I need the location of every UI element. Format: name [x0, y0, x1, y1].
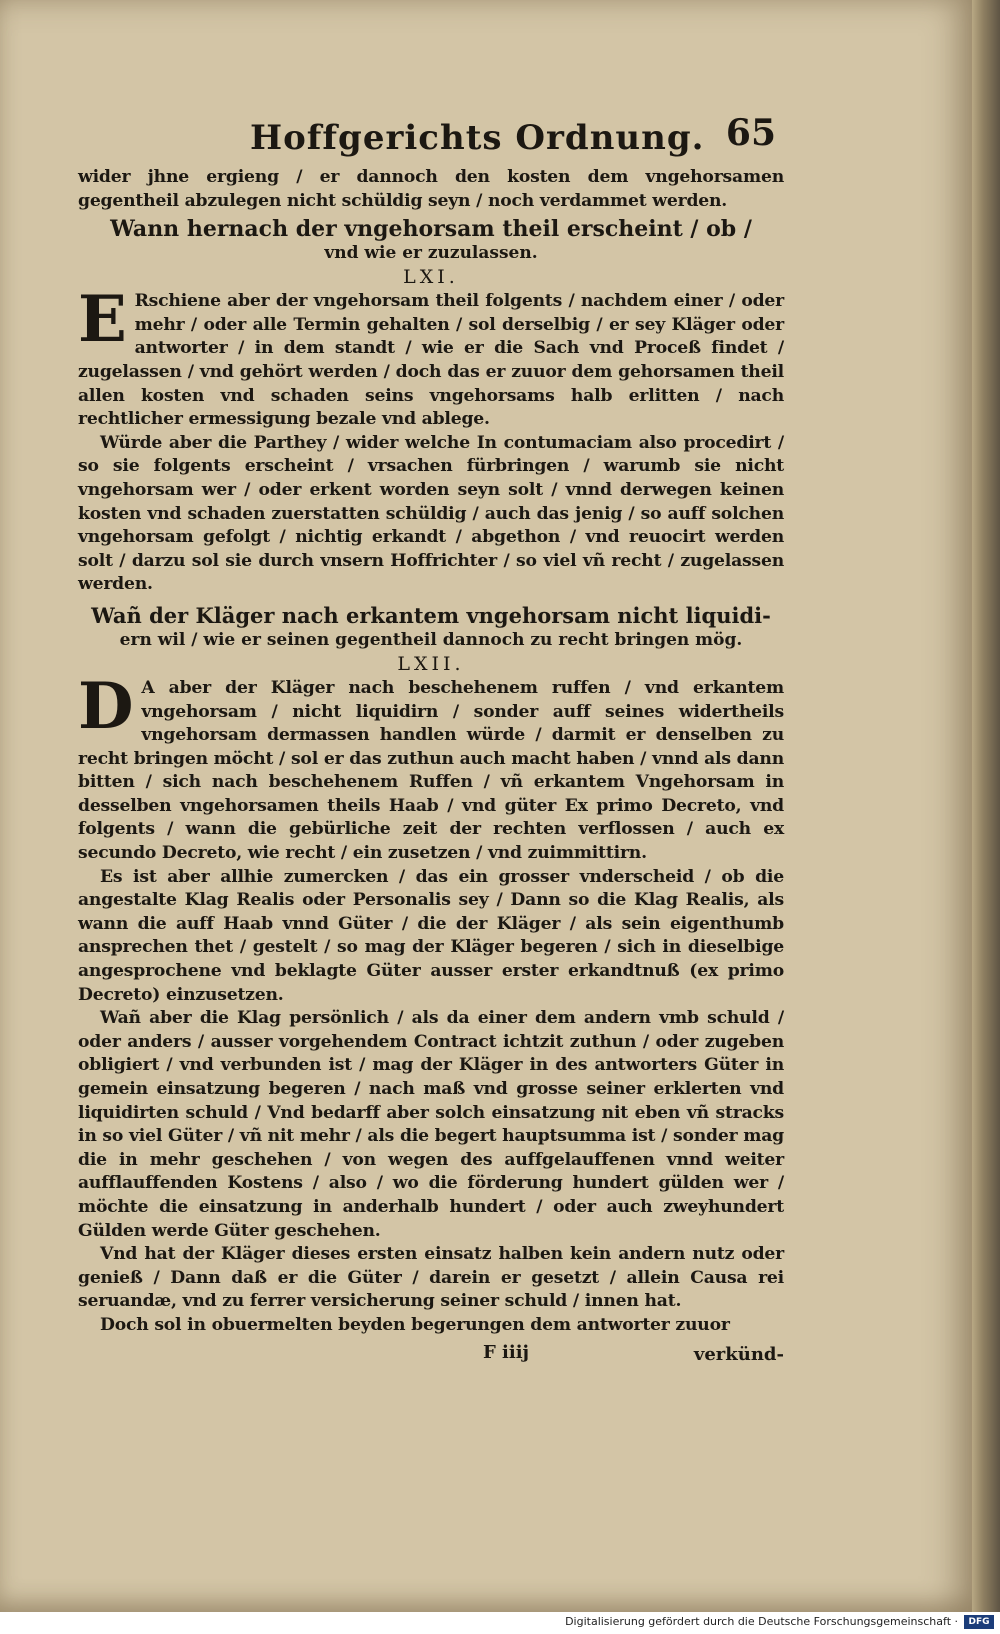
page-edge [972, 0, 1000, 1612]
catchword: verkünd- [693, 1343, 784, 1365]
section-heading-lxi-line2: vnd wie er zuzulassen. [324, 243, 538, 264]
running-title: Hoffgerichts Ordnung. [250, 118, 705, 158]
drop-cap-initial: E [78, 282, 127, 358]
paragraph-lxii [78, 668, 784, 866]
section-numeral-lxii: LXII. [397, 652, 465, 675]
drop-cap-initial: D [78, 668, 134, 744]
section-heading-lxi: Wann hernach der vngehorsam theil erscheint / ob / [110, 216, 752, 243]
paragraph-lxi [78, 282, 784, 432]
signature-mark: F iiij [483, 1341, 530, 1363]
paragraph-continuation: wider jhne ergieng / er dannoch den kosten dem vngehorsamen gegentheil abzulegen nicht schüldig seyn / noch verdammet werden. [78, 167, 784, 211]
paragraph-contumaciam: Würde aber die Parthey / wider welche In contumaciam also procedirt / so sie folgents erscheint / vrsachen fürbringen / warumb sie nicht vngehorsam wer / oder erkent worden seyn solt / vnnd derwegen keinen kosten vnd schaden zuerstatten schüldig / auch das jenig / so auff solchen vngehorsam gefolgt / nichtig erkandt / abgethon / vnd reuocirt werden solt / darzu sol sie durch vnsern Hoffrichter / so viel vñ recht / zugelassen werden. [78, 432, 784, 595]
footer-credit: Digitalisierung gefördert durch die Deutsche Forschungsgemeinschaft · [565, 1615, 958, 1628]
paragraph-lxi-text: Rschiene aber der vngehorsam theil folgents / nachdem einer / oder mehr / oder alle Termin gehalten / sol derselbig / er sey Kläger oder antworter / in dem standt / wie er die Sach vnd Proceß findet / zugelassen / vnd gehört werden / doch das er zuuor dem gehorsamen theil allen kosten vnd schaden seins vngehorsams halb erlitten / nach rechtlicher ermessigung bezale vnd ablege. [78, 291, 784, 430]
footer-bar [0, 1612, 1000, 1634]
paragraph-realis: Es ist aber allhie zumercken / das ein grosser vnderscheid / ob die angestalte Klag Realis oder Personalis sey / Dann so die Klag Realis, als wann die auff Haab vnnd Güter / die der Kläger / als sein eigenthumb ansprechen thet / gestelt / so mag der Kläger begeren / sich in dieselbige angesprochene vnd beklagte Güter ausser erster erkandtnuß (ex primo Decreto) einzusetzen. [78, 866, 784, 1005]
paragraph-einsatz: Vnd hat der Kläger dieses ersten einsatz halben kein andern nutz oder genieß / Dann daß er die Güter / darein er gesetzt / allein Causa rei seruandæ, vnd zu ferrer versicherung seiner schuld / innen hat. [78, 1244, 784, 1312]
signature-line [78, 1342, 784, 1370]
paragraph-personalis: Wañ aber die Klag persönlich / als da einer dem andern vmb schuld / oder anders / ausser vorgehendem Contract ichtzit zuthun / oder zugeben obligiert / vnd verbunden ist / mag der Kläger in des antworters Güter in gemein einsatzung begeren / nach maß vnd grosse seiner erklerten vnd liquidirten schuld / Vnd bedarff aber solch einsatzung nit eben vñ stracks in so viel Güter / vñ nit mehr / als die begert hauptsumma ist / sonder mag die in mehr geschehen / von wegen des auffgelauffenen vnnd weiter aufflauffenden Kostens / also / wo die förderung hundert gülden wer / möchte die einsatzung in anderhalb hundert / oder auch zweyhundert Gülden werde Güter geschehen. [78, 1008, 784, 1241]
dfg-logo: DFG [964, 1615, 994, 1629]
paragraph-antworter: Doch sol in obuermelten beyden begerungen dem antworter zuuor [100, 1314, 730, 1335]
section-heading-lxii-line2: ern wil / wie er seinen gegentheil dannoch zu recht bringen mög. [119, 629, 743, 650]
section-heading-lxii: Wañ der Kläger nach erkantem vngehorsam nicht liquidi- [91, 602, 771, 628]
page-number: 65 [725, 112, 776, 154]
paragraph-lxii-text: A aber der Kläger nach beschehenem ruffen / vnd erkantem vngehorsam / nicht liquidirn / sonder auff seines widertheils vngehorsam dermassen handlen würde / darmit er denselben zu recht bringen möcht / sol er das zuthun auch macht haben / vnnd als dann bitten / sich nach beschehenem Ruffen / vñ erkantem Vngehorsam in desselben vngehorsamen theils Haab / vnd güter Ex primo Decreto, vnd folgents / wann die gebürliche zeit der rechten verflossen / auch ex secundo Decreto, wie recht / ein zusetzen / vnd zuimmittirn. [78, 677, 784, 864]
page-content [78, 112, 784, 1370]
section-numeral-lxi: LXI. [403, 266, 459, 289]
running-header [78, 112, 784, 166]
